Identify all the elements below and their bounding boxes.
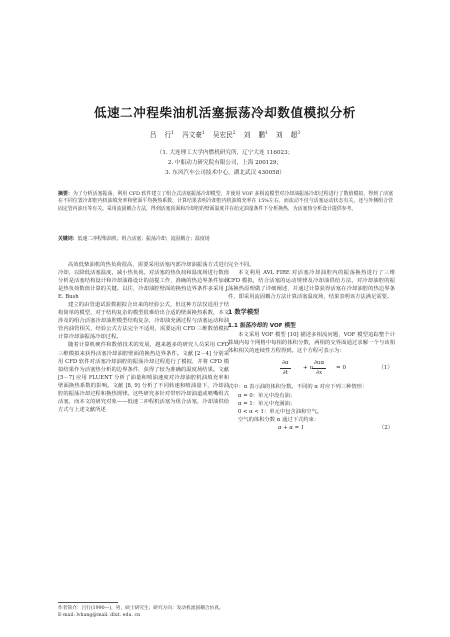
body-paragraph: 随着计算机硬件和数值技术的发展，越来越多的研究人员采用 CFD 三维模拟来获得活塞冷却油腔壁面的换热边界条件。文献 [2－4] 分别采用 CFD 软件对活塞冷却油腔的振荡冷却过程进行了模拟，并将 CFD 模拟结果作为活塞热分析的边界条件，获得了较为准确的温度场结果。文献 [5－7] 应用 FLUENT 分析了油量和喷油速度对冷却油腔机油填充率和壁面换热系数的影响。文献 [8, 9] 分析了不同转速和喷油量下，冷却油腔的振荡冷却过程和换热规律。这些研究多针对带形冷却油道或喷嘴组式活塞，而本文的研究对象——低速二冲程机活塞为组合活塞，冷却油供给方式与上述文献所述 xyxy=(58,342,229,413)
author-affil-mark: 1 xyxy=(201,130,205,136)
body-paragraph: 建立的由管道试验数据拟合出来的经验公式，但这种方法仅适用于结构简单的模型，对于结构复杂的模型很难给出合适的壁面换热系数，本文涉及的组合活塞冷却油腔模型结构复杂，冷却油充满过程与活塞运动和油管内油管相关，经验公式方法完全不适用，需要运用 CFD 三维数值模拟计算冷却油振荡冷却过程。 xyxy=(58,302,229,341)
affiliation-line: 2. 中船动力研究院有限公司，上海 200129； xyxy=(167,160,283,166)
abstract xyxy=(58,191,393,213)
author-name: 刘 鹏 xyxy=(243,131,265,139)
affiliation-line: （1. 大连理工大学内燃机研究所，辽宁大连 116023； xyxy=(156,150,294,156)
list-item: 空气的体积分数 α 通过下式约束： xyxy=(238,416,320,423)
affiliation-line: 3. 东风汽车公司技术中心，湖北武汉 430058） xyxy=(165,170,285,176)
body-paragraph: 本文利用 AVL FIRE 对活塞冷却油腔内的振荡换热进行了三维 CFD 模拟，结合活塞的运动规律及冷却油供给方法，对冷却油腔的振荡换热原理做了详细阐述，并通过计算获得活塞在冷却油腔的热边界条件，即采用流固耦合方法计算活塞温度场，结果表明该方法满足需要。 xyxy=(228,270,395,301)
body-paragraph: 完全不同。 xyxy=(228,262,255,268)
equation-number: （2） xyxy=(379,424,393,431)
section-heading: 1 数学模型 xyxy=(228,309,260,317)
list-item: α = 1：单元中充满油； xyxy=(238,400,296,407)
equation-2: α + α = 1 （2） xyxy=(278,424,393,431)
author-name: 吴宏民 xyxy=(212,131,233,139)
subsection-heading: 1.1 振荡冷却的 VOF 模型 xyxy=(228,323,296,330)
equation-1: $\frac{\partial\alpha}{\partial t}$ + u ∂uα ∂x = 0 （1） xyxy=(282,360,393,376)
body-paragraph: 高效低柴油机的热负荷很高，需要采用活塞内部冷却油振荡方式进行冷却，以降低活塞温度，减小热负荷。对活塞的热负荷和温度场进行数值分析是活塞结构设计和冷却油路设计的前提工作，准确的热边界条件加载是热负荷数值计算的关键。以往，冷却油腔壁面的换热边界条件多采用 J. E. Bush xyxy=(58,262,229,301)
author-affil-mark: 3 xyxy=(297,130,301,136)
body-paragraph: 式中：α 表示油的体积分数。不同的 α 对应下列三种情形： xyxy=(228,384,368,391)
footnote-author-bio: 作者简介：吕行(1990—)，男，硕士研究生；研究方向：发动机流固耦合仿真。 xyxy=(58,606,224,611)
abstract-text: 为了分析活塞振荡，利用 CFD 软件建立了组合式活塞振荡冷却模型，并使用 VOF 多相流模型对冷却油振荡冷却过程进行了数值模拟，得到了活塞在不同位置冷却腔内机油填充率和壁面平均换热系数，计算结果表明冷却腔内机油填充率在 15%左右，而流动不仅与活塞运动状态有关，还与外侧组合管固定管内油压等有关。采用流固耦合方法，得到活塞顶面和冷却腔的壁面温度并在给定油量条件下分析换热，为活塞热分析设计提供参考。 xyxy=(58,191,393,212)
equation-fraction: $\frac{\partial\alpha}{\partial t}$ xyxy=(282,360,289,376)
left-column xyxy=(58,261,229,414)
equation-number: （1） xyxy=(378,365,393,372)
abstract-label: 摘要： xyxy=(58,191,73,197)
right-column xyxy=(228,261,395,434)
keywords-text: 低速二冲程柴油机；组合活塞；振荡冷却；流固耦合；温度场 xyxy=(77,236,210,242)
author-list xyxy=(0,129,450,139)
body-paragraph: 本文采用 VOF 模型 [10] 描述多相流问题，VOF 模型追踪整个计算域内每个网格中每相的体积分数，两相的交界面通过求解一个与该相体积相关的连续性方程得到。这个方程可表示为： xyxy=(228,332,395,355)
paper-title: 低速二冲程柴油机活塞振荡冷却数值模拟分析 xyxy=(93,105,356,120)
author-name: 刘 超 xyxy=(275,131,298,139)
footnote-rule xyxy=(58,602,118,603)
keywords-label: 关键词： xyxy=(58,236,78,242)
keywords xyxy=(58,235,393,242)
equation-fraction: ∂uα ∂x xyxy=(314,360,325,376)
author-affil-mark: 1 xyxy=(171,130,175,136)
author-name: 吕 行 xyxy=(149,131,172,139)
footnote-email: E-mail: lvhang@mail. dlut. edu. cn xyxy=(58,613,141,618)
list-item: α = 0：单元中没有油； xyxy=(238,392,296,399)
author-affil-mark: 1 xyxy=(264,130,268,136)
footnote xyxy=(58,605,358,619)
author-affil-mark: 2 xyxy=(232,130,236,136)
author-name: 冯文豪 xyxy=(182,131,202,139)
list-item: 0 < α < 1：单元中包含油和空气。 xyxy=(238,408,323,415)
